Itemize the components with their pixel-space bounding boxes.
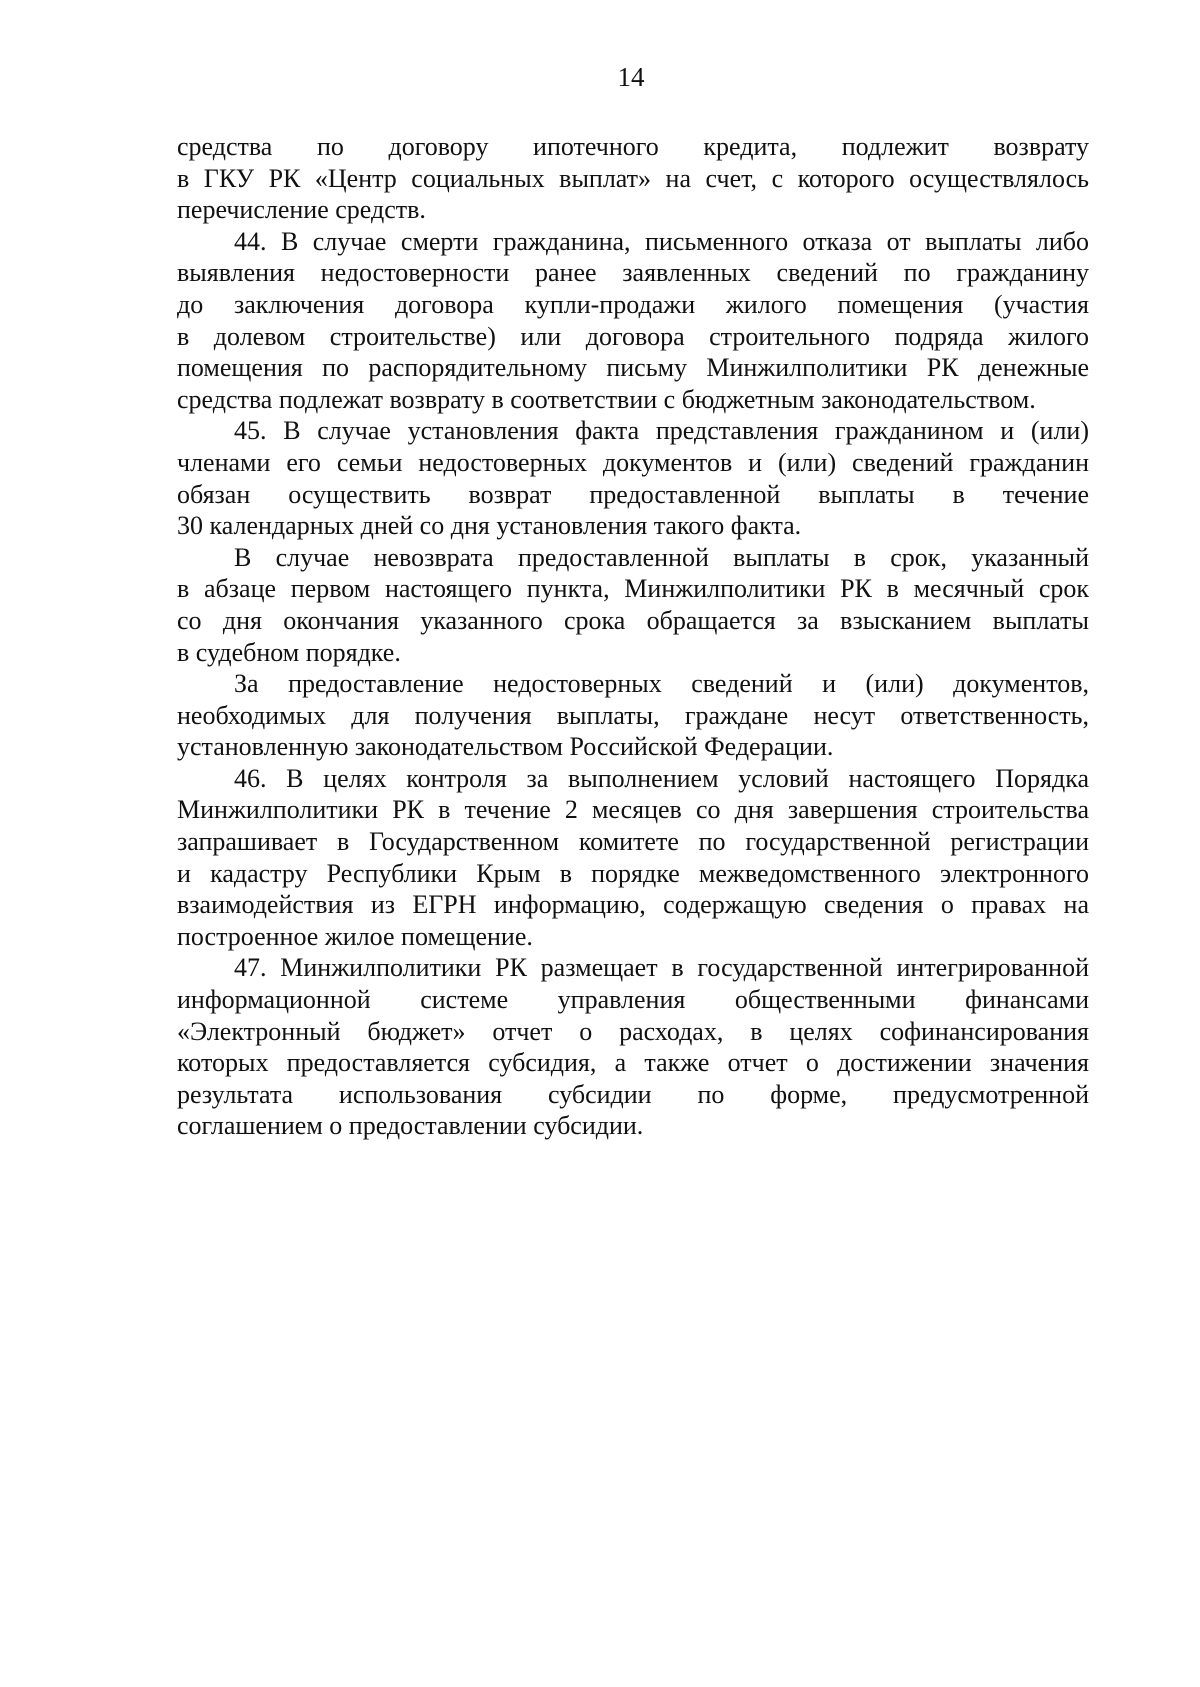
text-line: 46. В целях контроля за выполнением условий настоящего Порядка bbox=[234, 763, 1089, 793]
text-line: Минжилполитики РК в течение 2 месяцев со дня завершения строительства bbox=[177, 795, 1089, 825]
text-line: запрашивает в Государственном комитете по государственной регистрации bbox=[177, 827, 1089, 857]
text-line: которых предоставляется субсидия, а также отчет о достижении значения bbox=[177, 1048, 1089, 1078]
text-line: в ГКУ РК «Центр социальных выплат» на счет, с которого осуществлялось bbox=[177, 163, 1089, 193]
text-line: 30 календарных дней со дня установления такого факта. bbox=[177, 511, 802, 541]
paragraph bbox=[177, 131, 1089, 226]
text-line: информационной системе управления общественными финансами bbox=[177, 985, 1089, 1015]
paragraph bbox=[177, 226, 1089, 416]
text-line: обязан осуществить возврат предоставленной выплаты в течение bbox=[177, 479, 1089, 509]
text-line: 47. Минжилполитики РК размещает в государственной интегрированной bbox=[234, 953, 1089, 983]
text-line: в судебном порядке. bbox=[177, 637, 401, 667]
page-number: 14 bbox=[617, 62, 645, 92]
paragraph bbox=[177, 668, 1089, 763]
text-line: и кадастру Республики Крым в порядке межведомственного электронного bbox=[177, 858, 1089, 888]
text-line: средства подлежат возврату в соответствии с бюджетным законодательством. bbox=[177, 384, 1036, 414]
text-line: помещения по распорядительному письму Минжилполитики РК денежные bbox=[177, 353, 1089, 383]
text-line: За предоставление недостоверных сведений и (или) документов, bbox=[234, 669, 1089, 699]
document-body bbox=[177, 131, 1089, 1142]
text-line: в абзаце первом настоящего пункта, Минжилполитики РК в месячный срок bbox=[177, 574, 1089, 604]
text-line: установленную законодательством Российской Федерации. bbox=[177, 732, 834, 762]
text-line: выявления недостоверности ранее заявленных сведений по гражданину bbox=[177, 258, 1089, 288]
text-line: 44. В случае смерти гражданина, письменного отказа от выплаты либо bbox=[234, 226, 1089, 256]
paragraph bbox=[177, 952, 1089, 1142]
text-line: перечисление средств. bbox=[177, 195, 426, 225]
text-line: В случае невозврата предоставленной выплаты в срок, указанный bbox=[234, 542, 1089, 572]
text-line: «Электронный бюджет» отчет о расходах, в целях софинансирования bbox=[177, 1016, 1089, 1046]
text-line: в долевом строительстве) или договора строительного подряда жилого bbox=[177, 321, 1089, 351]
text-line: средства по договору ипотечного кредита, подлежит возврату bbox=[177, 132, 1089, 161]
text-line: взаимодействия из ЕГРН информацию, содержащую сведения о правах на bbox=[177, 890, 1089, 920]
paragraph bbox=[177, 763, 1089, 953]
paragraph bbox=[177, 542, 1089, 668]
text-line: построенное жилое помещение. bbox=[177, 921, 533, 951]
text-line: со дня окончания указанного срока обращается за взысканием выплаты bbox=[177, 605, 1089, 635]
text-line: необходимых для получения выплаты, граждане несут ответственность, bbox=[177, 700, 1089, 730]
text-line: до заключения договора купли-продажи жилого помещения (участия bbox=[177, 289, 1089, 319]
text-line: членами его семьи недостоверных документов и (или) сведений гражданин bbox=[177, 447, 1089, 477]
text-line: 45. В случае установления факта представления гражданином и (или) bbox=[234, 416, 1089, 446]
text-line: результата использования субсидии по форме, предусмотренной bbox=[177, 1079, 1089, 1109]
paragraph bbox=[177, 415, 1089, 541]
text-line: соглашением о предоставлении субсидии. bbox=[177, 1111, 644, 1141]
